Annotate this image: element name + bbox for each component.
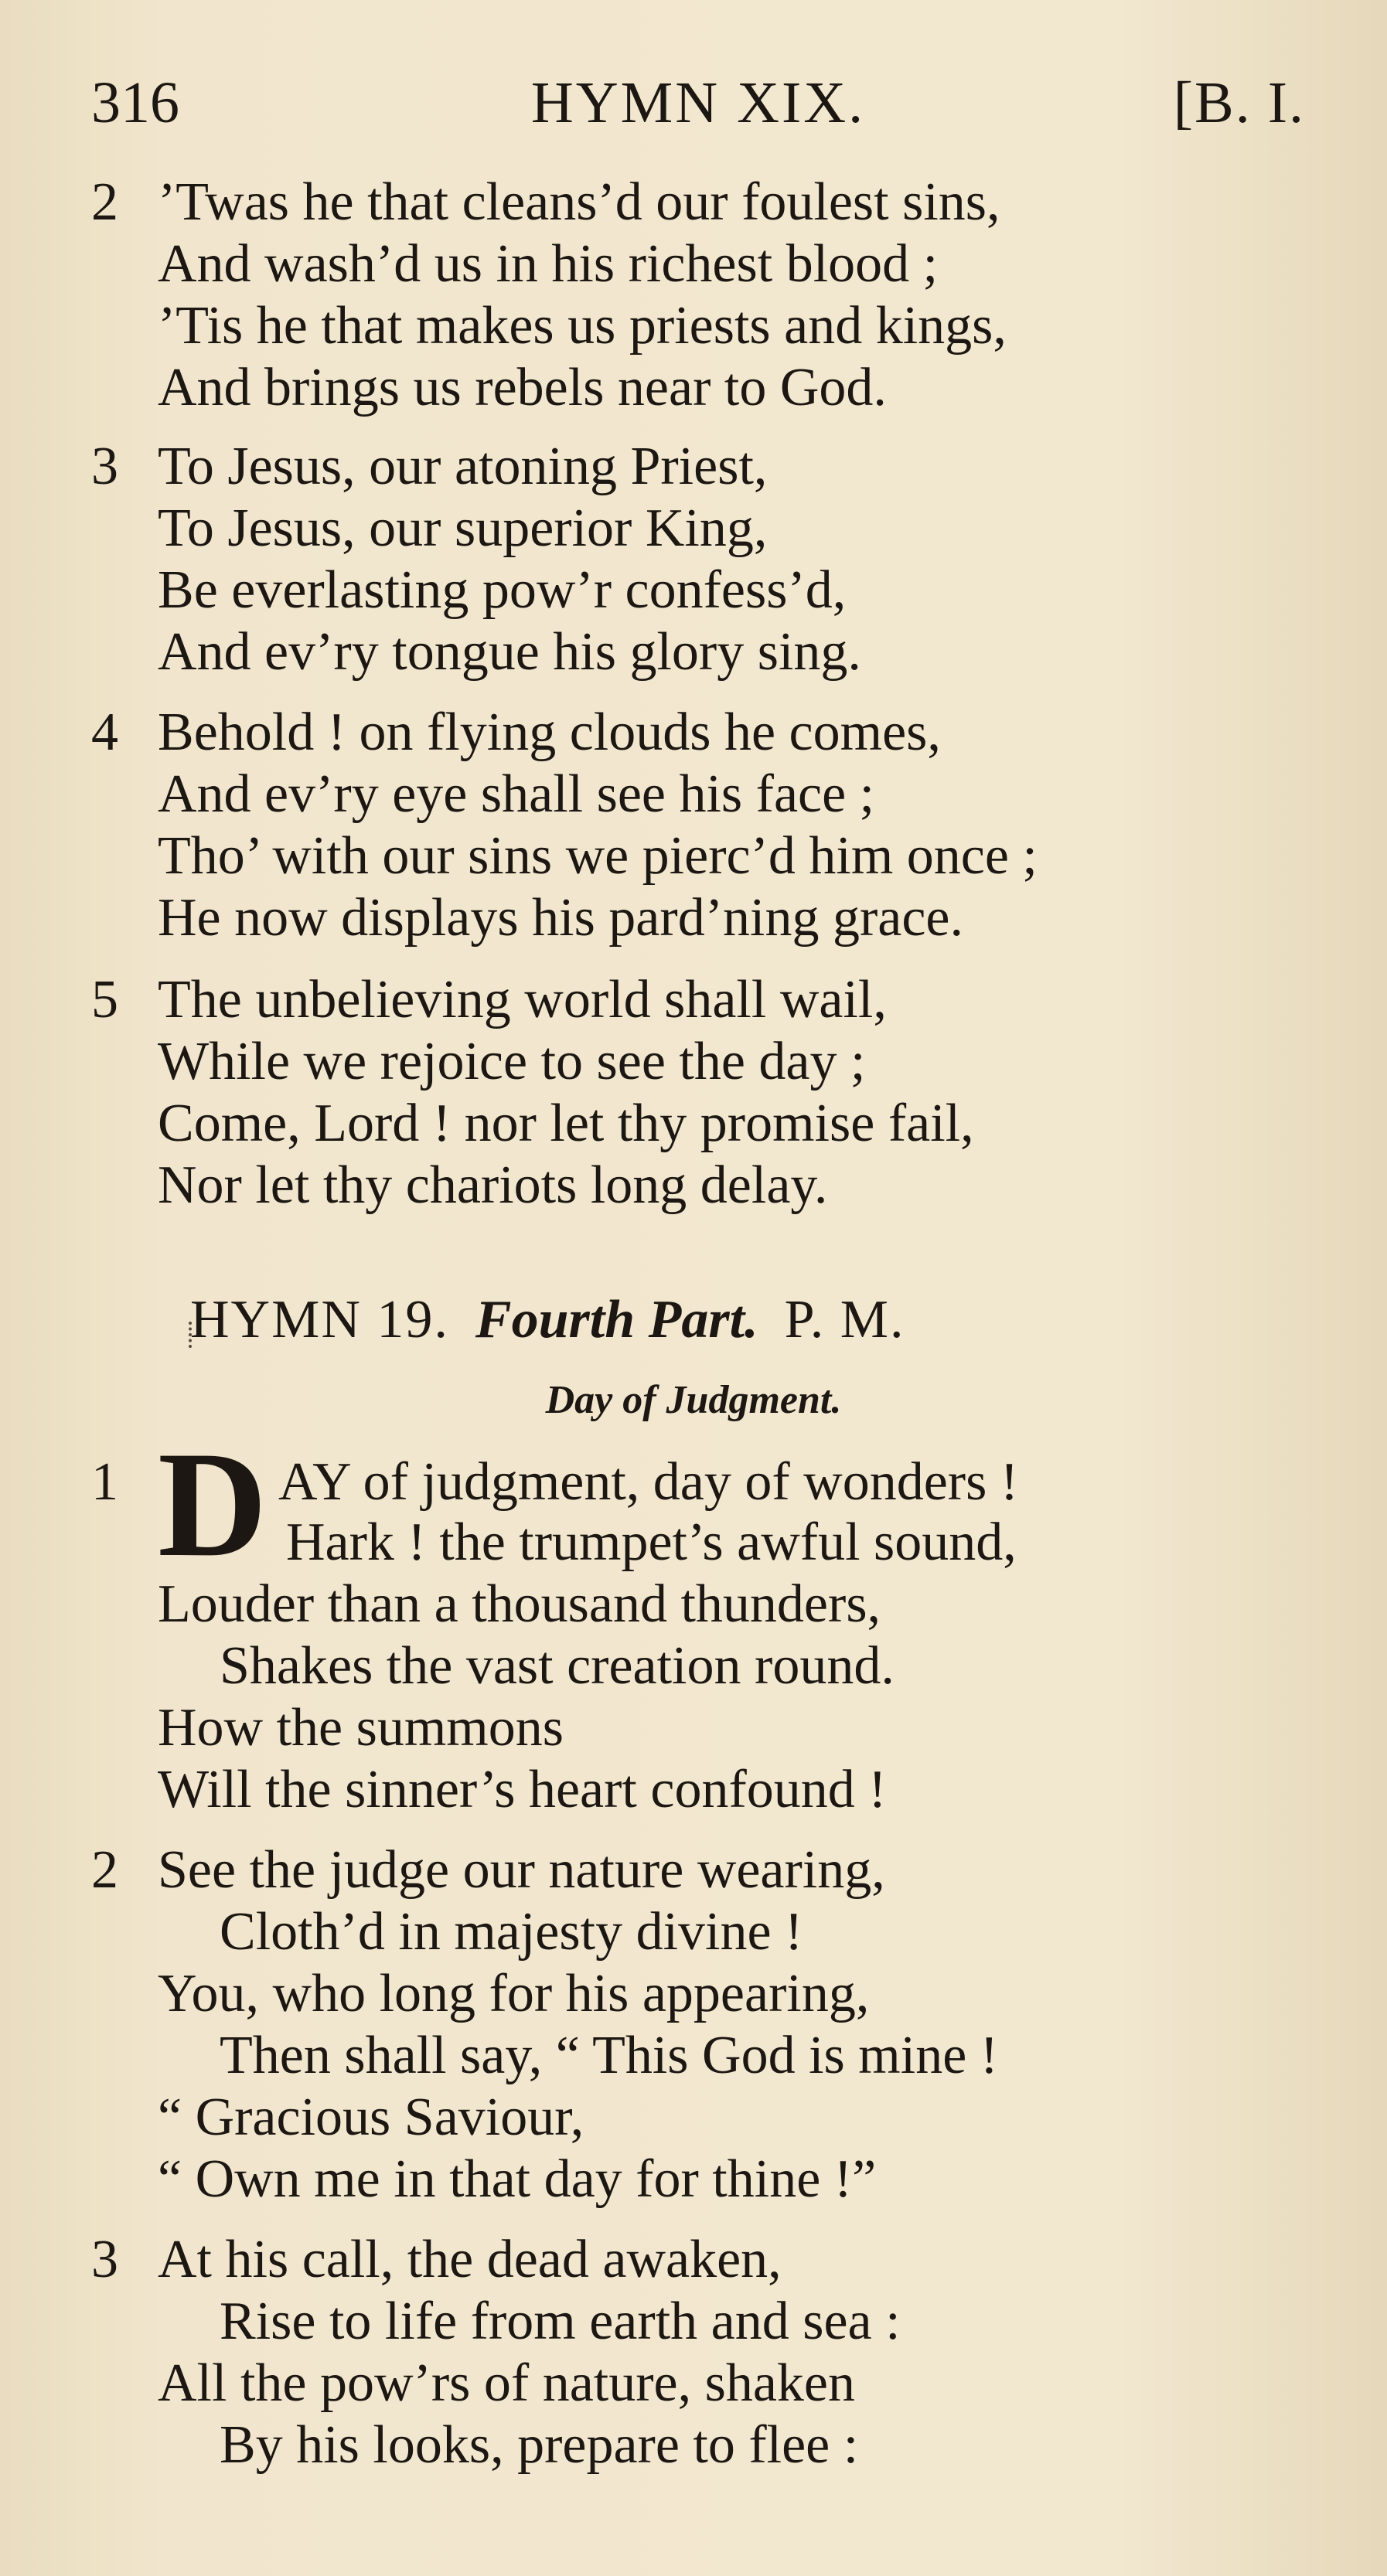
book-marker: [B. I. [1173, 70, 1305, 135]
verse-line: Rise to life from earth and sea : [220, 2292, 901, 2351]
hymn-part: Fourth Part. [475, 1290, 758, 1349]
stanza-number: 4 [91, 703, 118, 762]
verse-line: And ev’ry tongue his glory sing. [158, 622, 861, 682]
stanza-number: 2 [91, 1840, 118, 1900]
verse-line: Hark ! the trumpet’s awful sound, [286, 1513, 1017, 1572]
verse-line: And wash’d us in his richest blood ; [158, 234, 939, 294]
verse-line: And brings us rebels near to God. [158, 358, 887, 417]
verse-line: Behold ! on flying clouds he comes, [158, 703, 941, 762]
page-number: 316 [91, 70, 179, 135]
verse-line: ’Twas he that cleans’d our foulest sins, [158, 172, 1000, 232]
verse-line: Cloth’d in majesty divine ! [220, 1902, 803, 1962]
verse-line: All the pow’rs of nature, shaken [158, 2353, 855, 2413]
hymn-meter: P. M. [784, 1290, 905, 1349]
verse-line: You, who long for his appearing, [158, 1964, 870, 2023]
stanza-number: 2 [91, 172, 118, 232]
verse-line: To Jesus, our atoning Priest, [158, 437, 768, 496]
verse-line: Tho’ with our sins we pierc’d him once ; [158, 826, 1038, 886]
verse-line: Shakes the vast creation round. [220, 1636, 895, 1696]
stanza-number: 3 [91, 437, 118, 496]
verse-line: While we rejoice to see the day ; [158, 1032, 866, 1091]
hymn-heading [190, 1288, 905, 1353]
running-title: HYMN XIX. [530, 70, 866, 135]
verse-line: AY of judgment, day of wonders ! [278, 1452, 1019, 1512]
verse-line: He now displays his pard’ning grace. [158, 888, 963, 948]
verse-line: The unbelieving world shall wail, [158, 970, 887, 1029]
verse-line: Then shall say, “ This God is mine ! [220, 2026, 999, 2085]
stanza-number: 3 [91, 2230, 118, 2289]
verse-line: See the judge our nature wearing, [158, 1840, 885, 1900]
verse-line: “ Own me in that day for thine !” [158, 2149, 877, 2209]
verse-line: How the summons [158, 1698, 564, 1758]
stanza-number: 5 [91, 970, 118, 1029]
drop-cap: D [158, 1421, 268, 1588]
verse-line: Will the sinner’s heart confound ! [158, 1760, 887, 1819]
verse-line: Louder than a thousand thunders, [158, 1574, 881, 1634]
stanza-number: 1 [91, 1452, 118, 1512]
verse-line: Come, Lord ! nor let thy promise fail, [158, 1094, 974, 1153]
hymn-number: HYMN 19. [190, 1290, 449, 1349]
verse-line: Nor let thy chariots long delay. [158, 1155, 828, 1215]
verse-line: ’Tis he that makes us priests and kings, [158, 296, 1007, 356]
hymn-subject: Day of Judgment. [545, 1378, 842, 1422]
verse-line: At his call, the dead awaken, [158, 2230, 782, 2289]
verse-line: Be everlasting pow’r confess’d, [158, 560, 847, 620]
verse-line: To Jesus, our superior King, [158, 499, 768, 558]
running-head [91, 68, 1305, 138]
verse-line: By his looks, prepare to flee : [220, 2415, 859, 2475]
verse-line: “ Gracious Saviour, [158, 2088, 584, 2147]
verse-line: And ev’ry eye shall see his face ; [158, 764, 875, 824]
